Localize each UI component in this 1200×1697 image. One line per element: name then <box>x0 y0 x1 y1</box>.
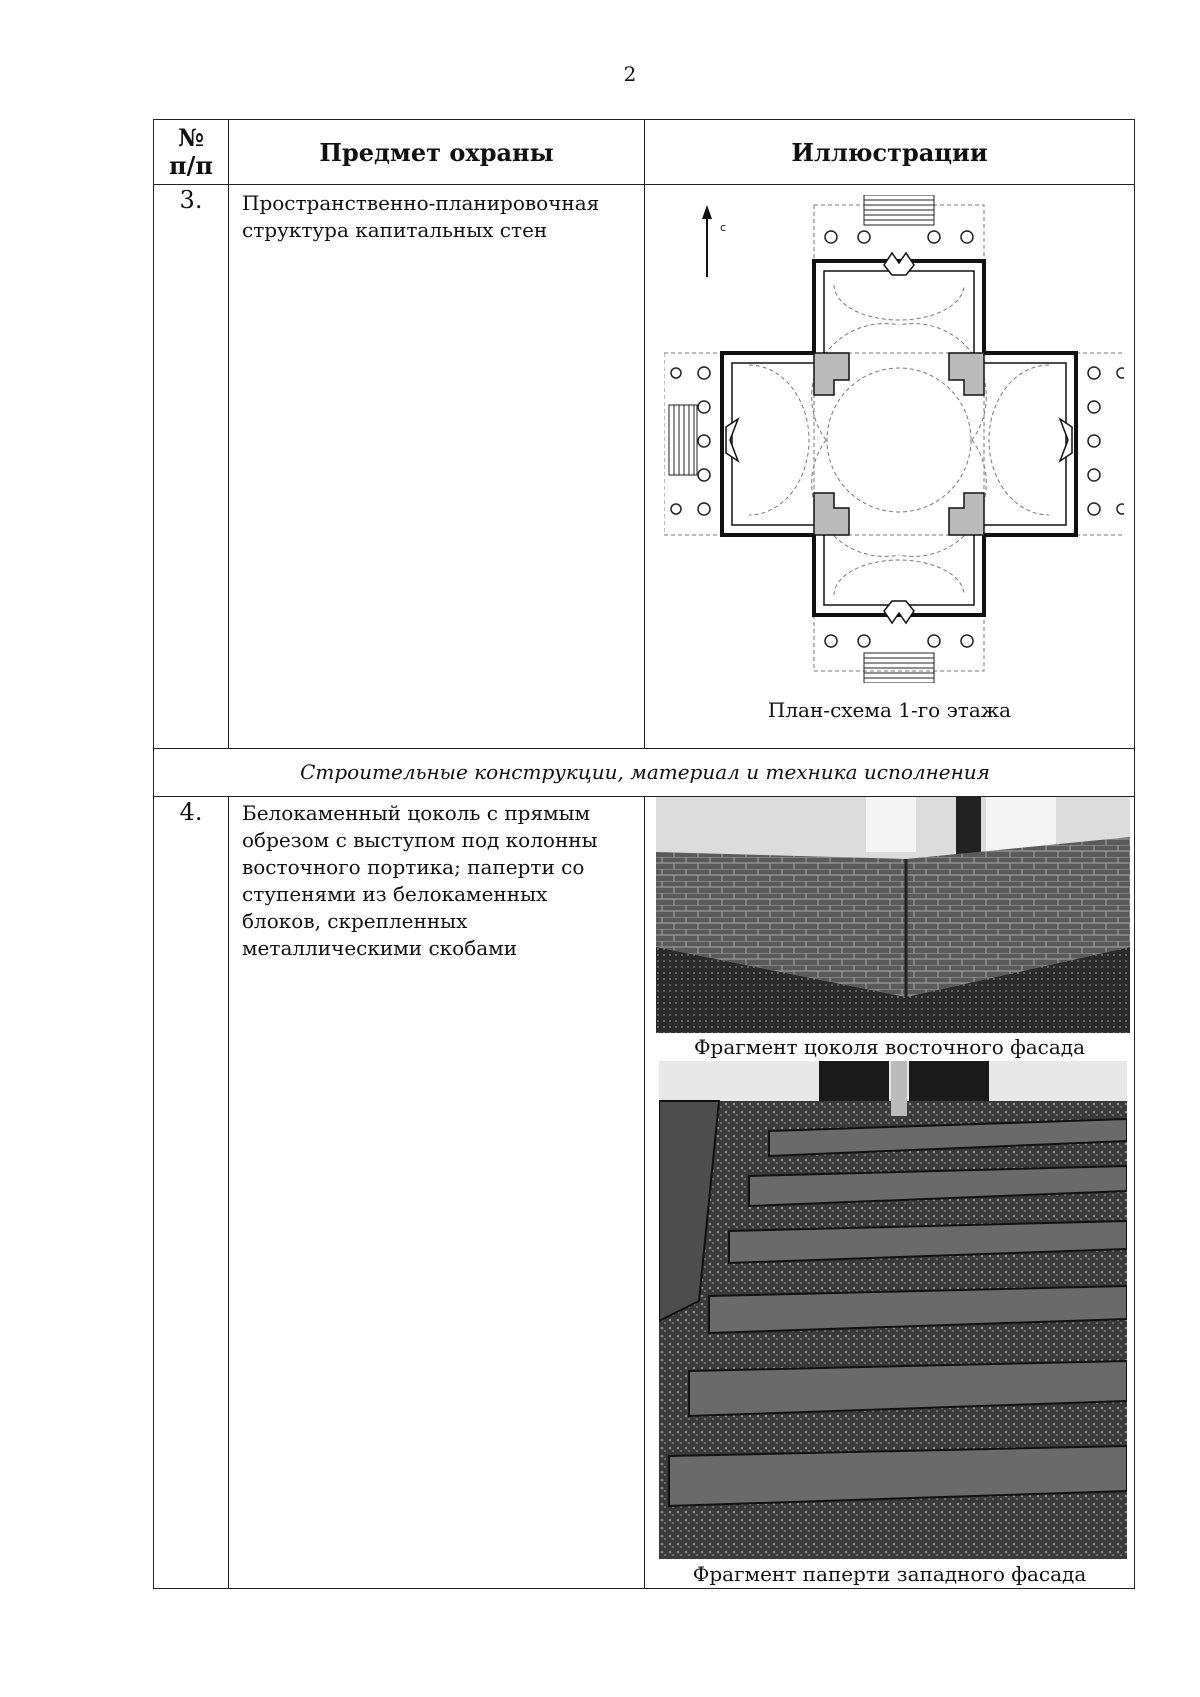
porch-steps-photo <box>659 1061 1127 1559</box>
row-number: 4. <box>179 798 203 826</box>
col-divider-1 <box>228 120 229 748</box>
north-arrow-icon <box>702 205 726 277</box>
row-number: 3. <box>179 186 203 214</box>
header-number: № п/п <box>169 123 213 180</box>
floor-plan-diagram <box>664 195 1124 683</box>
row-subject: Пространственно-планировочная структура капитальных стен <box>242 191 600 242</box>
porch-steps-photo-caption: Фрагмент паперти западного фасада <box>692 1562 1087 1586</box>
page-number: 2 <box>623 62 637 86</box>
section-title: Строительные конструкции, материал и техника исполнения <box>300 760 990 784</box>
north-label: с <box>720 221 727 234</box>
floor-plan-caption: План-схема 1-го этажа <box>767 698 1012 722</box>
protection-table <box>153 119 1135 1589</box>
plinth-photo-caption: Фрагмент цоколя восточного фасада <box>693 1035 1086 1059</box>
header-illustrations: Иллюстрации <box>791 138 988 167</box>
col-divider-1b <box>228 796 229 1588</box>
row3-divider <box>154 748 1134 749</box>
row-subject: Белокаменный цоколь с прямым обрезом с выступом под колонны восточного портика; паперти со ступенями из белокаменных блоков, скрепленных металлическими скобами <box>242 801 598 960</box>
plinth-photo <box>656 797 1130 1033</box>
col-divider-2b <box>644 796 645 1588</box>
header-subject: Предмет охраны <box>319 138 554 167</box>
col-divider-2 <box>644 120 645 748</box>
